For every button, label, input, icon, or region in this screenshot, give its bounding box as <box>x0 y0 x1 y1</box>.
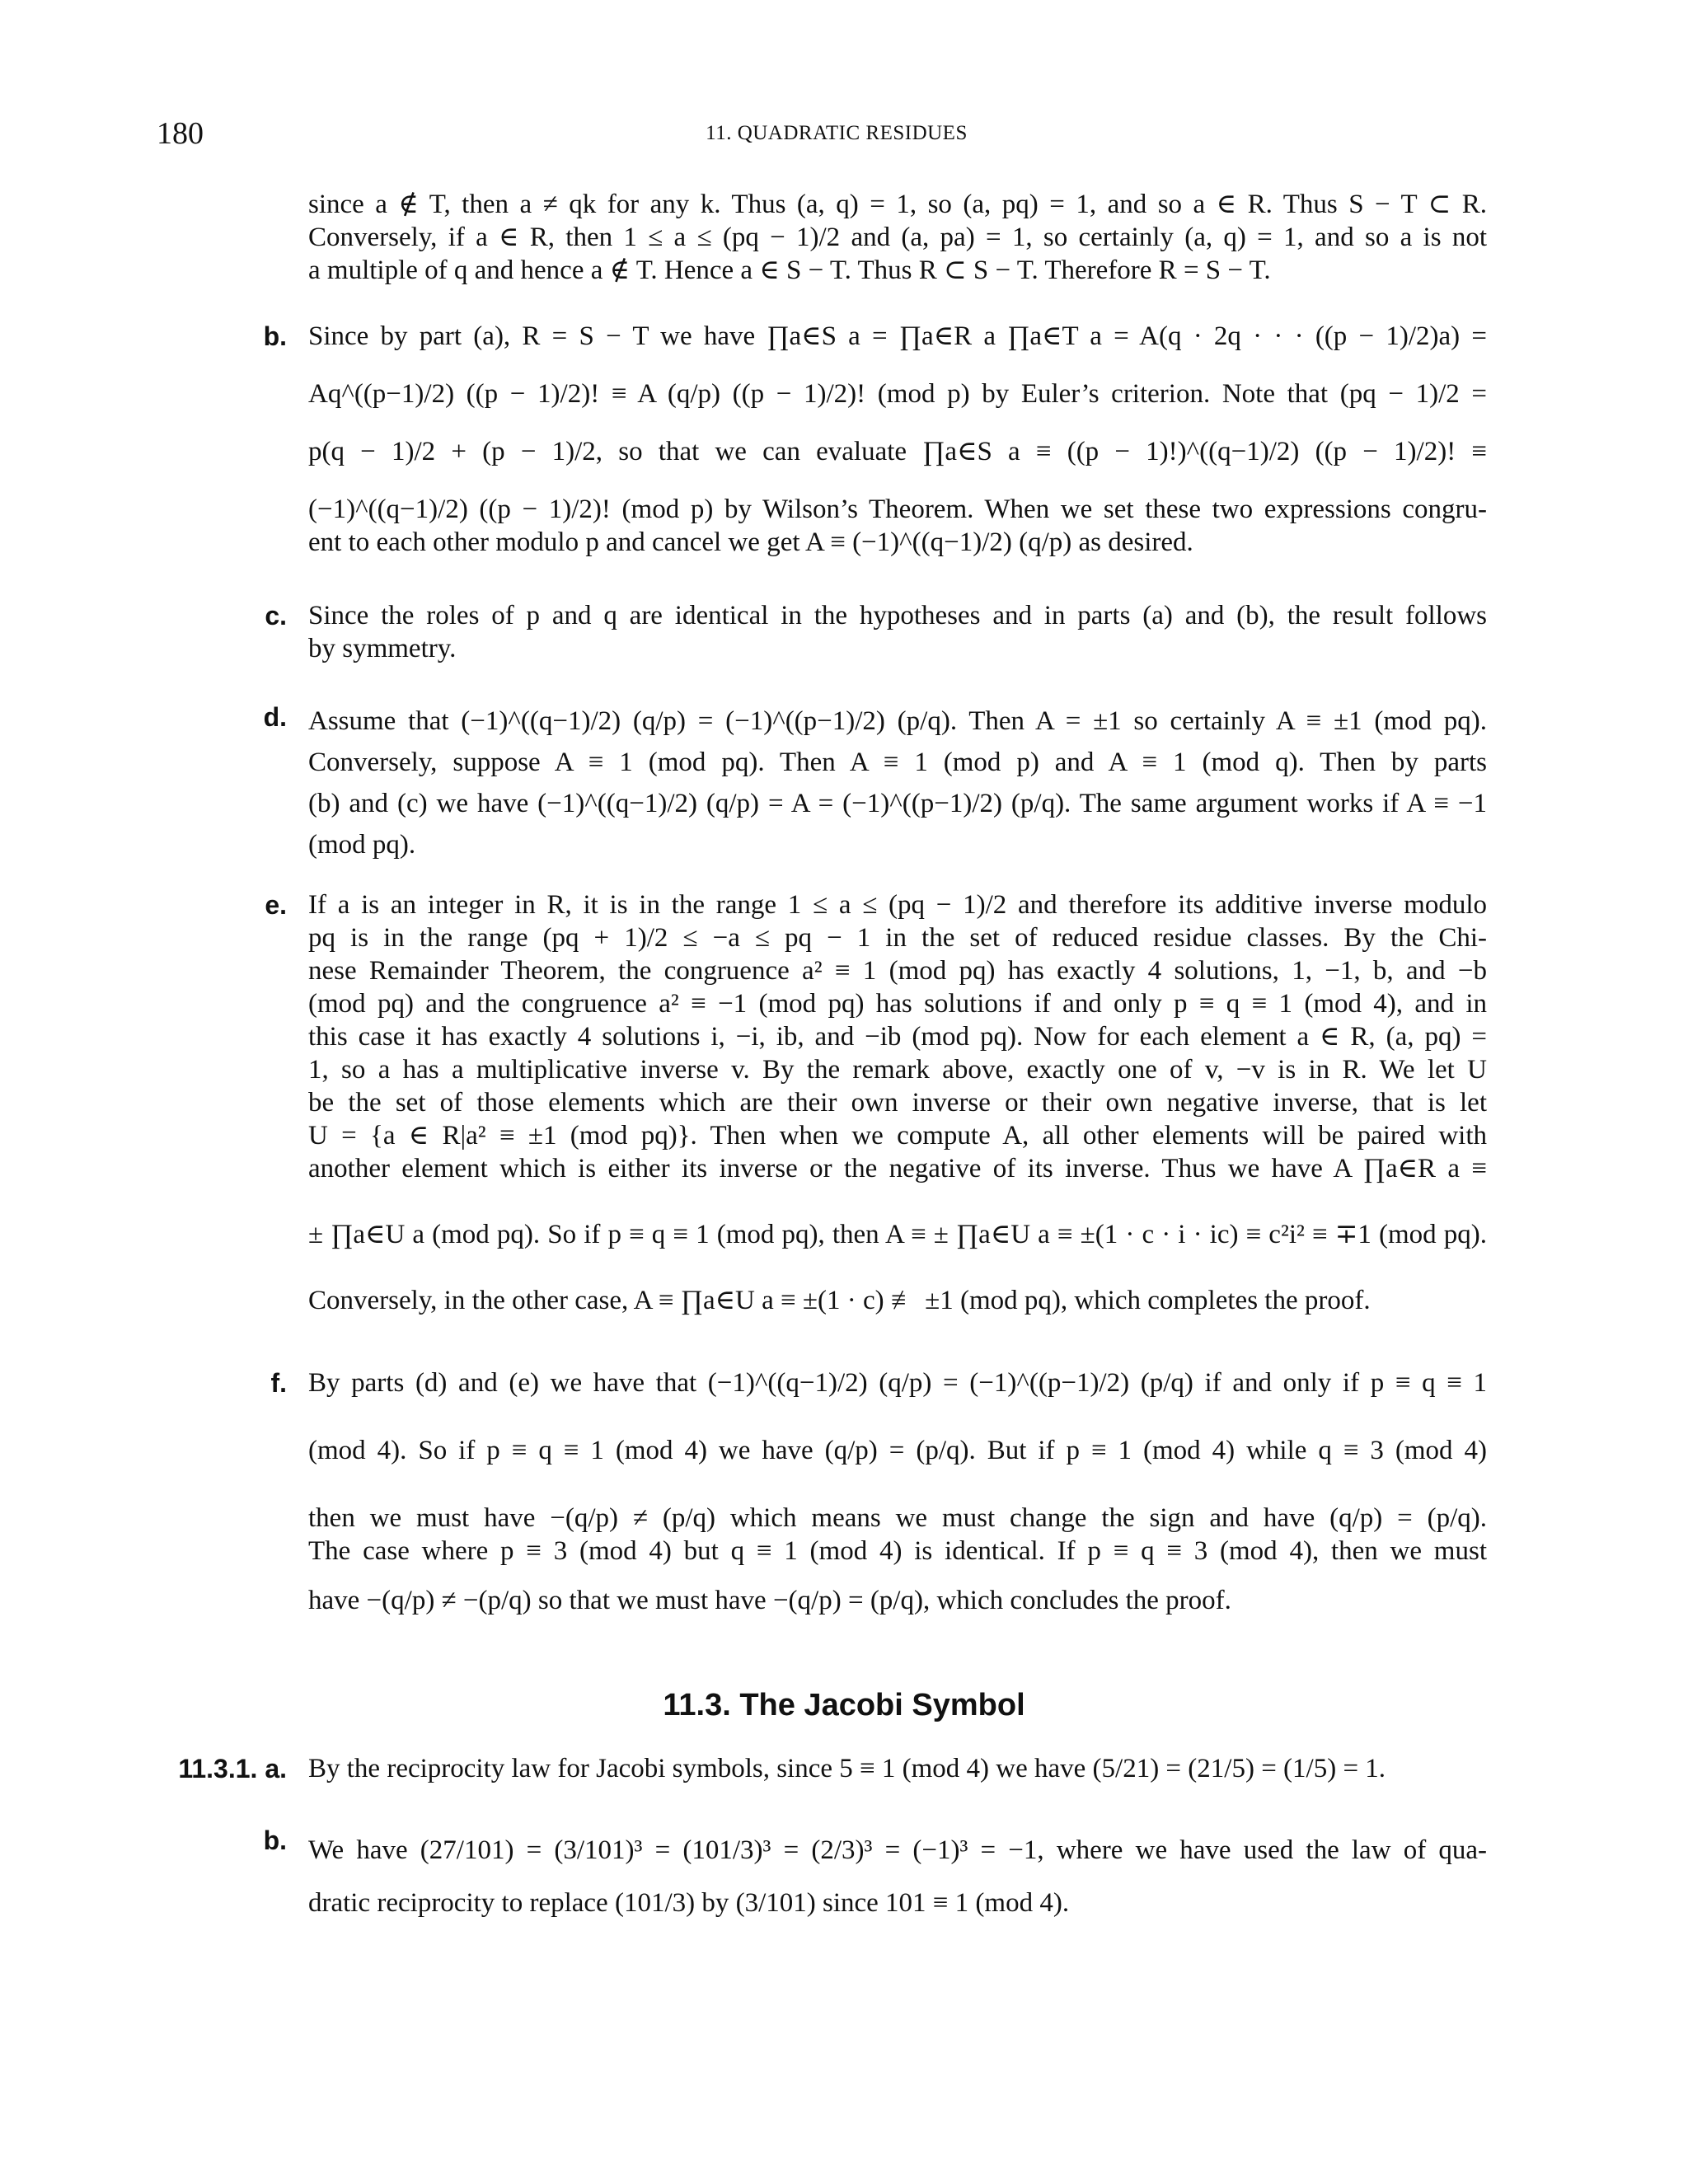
intro-paragraph <box>308 188 1487 287</box>
part-label: d. <box>263 702 287 732</box>
part-text <box>308 701 1487 865</box>
part-label: b. <box>263 1825 287 1855</box>
part-label: b. <box>263 321 287 351</box>
text-line: a multiple of q and hence a ∉ T. Hence a ∈ S − T. Thus R ⊂ S − T. Therefore R = S − T. <box>308 255 1271 285</box>
part-text <box>308 599 1487 665</box>
text-line: The case where p ≡ 3 (mod 4) but q ≡ 1 (mod 4) is identical. If p ≡ q ≡ 3 (mod 4), then we must <box>308 1536 1487 1566</box>
text-line: 1, so a has a multiplicative inverse v. By the remark above, exactly one of v, −v is in R. We let U <box>308 1055 1487 1085</box>
part-label: f. <box>270 1368 287 1398</box>
text-line: by symmetry. <box>308 634 457 663</box>
section-heading: 11.3. The Jacobi Symbol <box>663 1688 1025 1722</box>
text-line: (mod pq). <box>308 830 416 860</box>
text-line: U = {a ∈ R|a² ≡ ±1 (mod pq)}. Then when we compute A, all other elements will be paired with <box>308 1121 1487 1151</box>
running-head <box>157 115 1517 157</box>
text-line: Since by part (a), R = S − T we have ∏a∈S a = ∏a∈R a ∏a∈T a = A(q · 2q · · · ((p − 1)/2)a) = <box>308 321 1487 351</box>
text-line: By parts (d) and (e) we have that (−1)^((q−1)/2) (q/p) = (−1)^((p−1)/2) (p/q) if and only if p ≡ q ≡ 1 <box>308 1368 1487 1398</box>
text-line: (mod pq) and the congruence a² ≡ −1 (mod pq) has solutions if and only p ≡ q ≡ 1 (mod 4), and in <box>308 989 1487 1019</box>
text-line: p(q − 1)/2 + (p − 1)/2, so that we can evaluate ∏a∈S a ≡ ((p − 1)!)^((q−1)/2) ((p − 1)/2)! ≡ <box>308 437 1487 466</box>
text-line: Assume that (−1)^((q−1)/2) (q/p) = (−1)^((p−1)/2) (p/q). Then A = ±1 so certainly A ≡ ±1 (mod pq). <box>308 706 1487 736</box>
text-line: have −(q/p) ≠ −(p/q) so that we must have −(q/p) = (p/q), which concludes the proof. <box>308 1586 1231 1615</box>
text-line: Aq^((p−1)/2) ((p − 1)/2)! ≡ A (q/p) ((p − 1)/2)! (mod p) by Euler’s criterion. Note that (pq − 1)/2 = <box>308 379 1487 409</box>
text-line: (−1)^((q−1)/2) ((p − 1)/2)! (mod p) by Wilson’s Theorem. When we set these two expressions congru- <box>308 494 1487 524</box>
part-text <box>308 1366 1487 1617</box>
part-label: c. <box>265 601 287 630</box>
text-line: Since the roles of p and q are identical in the hypotheses and in parts (a) and (b), the result follows <box>308 601 1487 630</box>
part-text <box>308 320 1487 559</box>
text-line: be the set of those elements which are their own inverse or their own negative inverse, that is let <box>308 1088 1487 1118</box>
text-line: Conversely, in the other case, A ≡ ∏a∈U a ≡ ±(1 · c) ≢ ±1 (mod pq), which completes the proof. <box>308 1286 1371 1315</box>
text-line: By the reciprocity law for Jacobi symbols, since 5 ≡ 1 (mod 4) we have (5/21) = (21/5) = (1/5) = 1. <box>308 1754 1386 1783</box>
text-line: dratic reciprocity to replace (101/3) by (3/101) since 101 ≡ 1 (mod 4). <box>308 1888 1070 1918</box>
part-label: 11.3.1. a. <box>178 1754 287 1783</box>
text-line: ent to each other modulo p and cancel we get A ≡ (−1)^((q−1)/2) (q/p) as desired. <box>308 527 1193 557</box>
text-line: (mod 4). So if p ≡ q ≡ 1 (mod 4) we have (q/p) = (p/q). But if p ≡ 1 (mod 4) while q ≡ 3 (mod 4) <box>308 1436 1487 1465</box>
text-line: Conversely, if a ∈ R, then 1 ≤ a ≤ (pq − 1)/2 and (a, pa) = 1, so certainly (a, q) = 1, and so a is not <box>308 223 1487 252</box>
part-text <box>308 1752 1487 1785</box>
text-line: ± ∏a∈U a (mod pq). So if p ≡ q ≡ 1 (mod pq), then A ≡ ± ∏a∈U a ≡ ±(1 · c · i · ic) ≡ c²i² ≡ ∓1 (mod pq). <box>308 1220 1487 1249</box>
page-number: 180 <box>157 116 204 151</box>
text-line: this case it has exactly 4 solutions i, −i, ib, and −ib (mod pq). Now for each element a ∈ R, (a, pq) = <box>308 1022 1487 1052</box>
text-line: If a is an integer in R, it is in the range 1 ≤ a ≤ (pq − 1)/2 and therefore its additive inverse modulo <box>308 890 1487 920</box>
text-line: pq is in the range (pq + 1)/2 ≤ −a ≤ pq − 1 in the set of reduced residue classes. By the Chi- <box>308 923 1487 953</box>
text-line: nese Remainder Theorem, the congruence a² ≡ 1 (mod pq) has exactly 4 solutions, 1, −1, b, and −b <box>308 956 1487 986</box>
part-text <box>308 1824 1487 1929</box>
part-text <box>308 888 1487 1317</box>
text-line: Conversely, suppose A ≡ 1 (mod pq). Then A ≡ 1 (mod p) and A ≡ 1 (mod q). Then by parts <box>308 748 1487 777</box>
text-line: another element which is either its inverse or the negative of its inverse. Thus we have A ∏a∈R a ≡ <box>308 1154 1487 1183</box>
text-line: (b) and (c) we have (−1)^((q−1)/2) (q/p) = A = (−1)^((p−1)/2) (p/q). The same argument works if A ≡ −1 <box>308 789 1487 818</box>
part-label: e. <box>265 890 287 920</box>
chapter-title: 11. QUADRATIC RESIDUES <box>706 122 968 144</box>
text-line: since a ∉ T, then a ≠ qk for any k. Thus (a, q) = 1, so (a, pq) = 1, and so a ∈ R. Thus S − T ⊂ R. <box>308 190 1487 219</box>
text-line: We have (27/101) = (3/101)³ = (101/3)³ = (2/3)³ = (−1)³ = −1, where we have used the law of qua- <box>308 1835 1487 1865</box>
text-line: then we must have −(q/p) ≠ (p/q) which means we must change the sign and have (q/p) = (p/q). <box>308 1503 1487 1533</box>
